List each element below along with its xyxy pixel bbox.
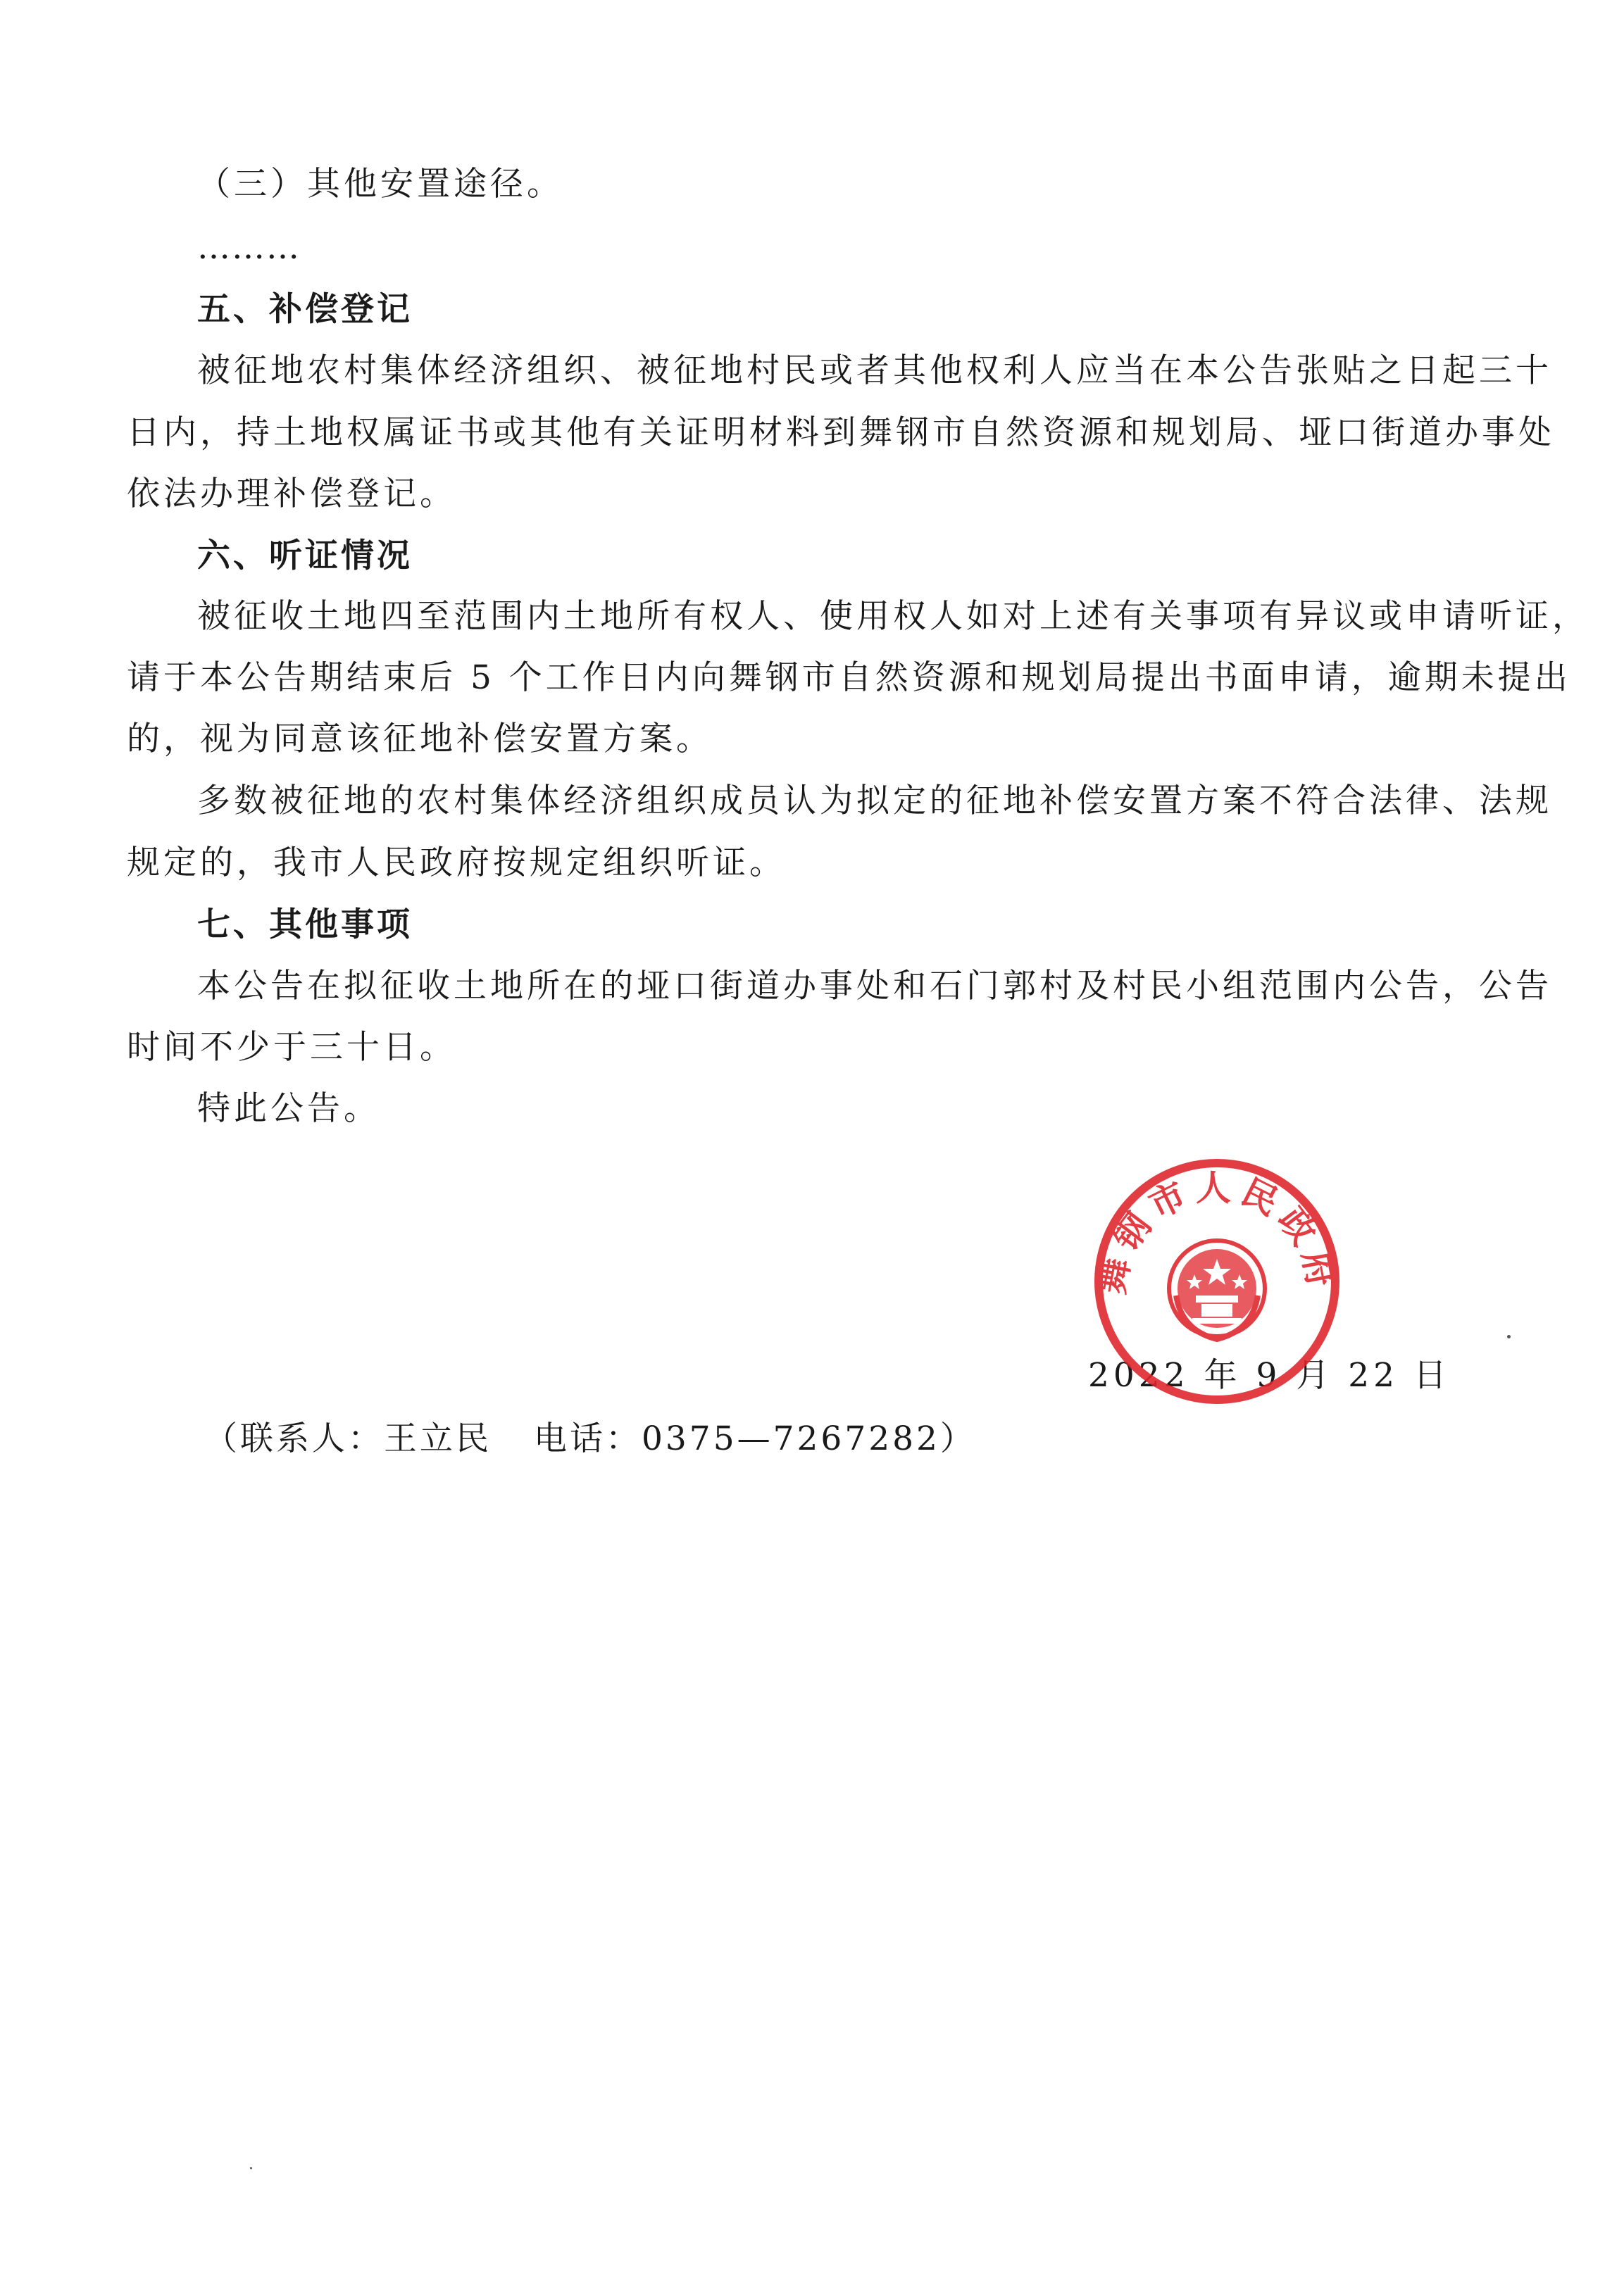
paragraph-line: 被征地农村集体经济组织、被征地村民或者其他权利人应当在本公告张贴之日起三十 <box>197 351 1552 390</box>
national-emblem-icon <box>1169 1241 1265 1339</box>
closing-remark: 特此公告。 <box>197 1089 380 1128</box>
paragraph-line: 依法办理补偿登记。 <box>127 475 456 513</box>
paragraph-line: 本公告在拟征收土地所在的垭口街道办事处和石门郭村及村民小组范围内公告，公告 <box>197 967 1552 1005</box>
ellipsis: ……… <box>197 228 301 267</box>
section-heading-other-matters: 七、其他事项 <box>197 905 413 944</box>
contact-info <box>204 1418 976 1460</box>
paragraph-line: 日内，持土地权属证书或其他有关证明材料到舞钢市自然资源和规划局、垭口街道办事处 <box>127 413 1555 452</box>
paragraph-line: 请于本公告期结束后 5 个工作日内向舞钢市自然资源和规划局提出书面申请，逾期未提出 <box>127 658 1571 697</box>
paragraph-line: 被征收土地四至范围内土地所有权人、使用权人如对上述有关事项有异议或申请听证， <box>197 597 1589 636</box>
scan-speck <box>1507 1335 1511 1338</box>
paragraph-line: 规定的，我市人民政府按规定组织听证。 <box>127 843 786 882</box>
official-seal-icon <box>1090 1155 1344 1408</box>
paragraph-line: 多数被征地的农村集体经济组织成员认为拟定的征地补偿安置方案不符合法律、法规 <box>197 782 1552 820</box>
paragraph-line: 的，视为同意该征地补偿安置方案。 <box>127 720 713 758</box>
item-other-placement: （三）其他安置途径。 <box>197 165 563 203</box>
section-heading-compensation-registration: 五、补偿登记 <box>197 290 413 329</box>
section-heading-hearing: 六、听证情况 <box>197 537 413 575</box>
paragraph-line: 时间不少于三十日。 <box>127 1028 456 1067</box>
contact-phone: 电话：0375—7267282） <box>534 1419 976 1458</box>
seal-text: 舞钢市人民政府 <box>1091 1167 1343 1298</box>
contact-person: （联系人：王立民 <box>204 1419 492 1458</box>
scan-speck <box>250 2167 252 2169</box>
issue-date: 2022 年 9 月 22 日 <box>1088 1356 1451 1395</box>
